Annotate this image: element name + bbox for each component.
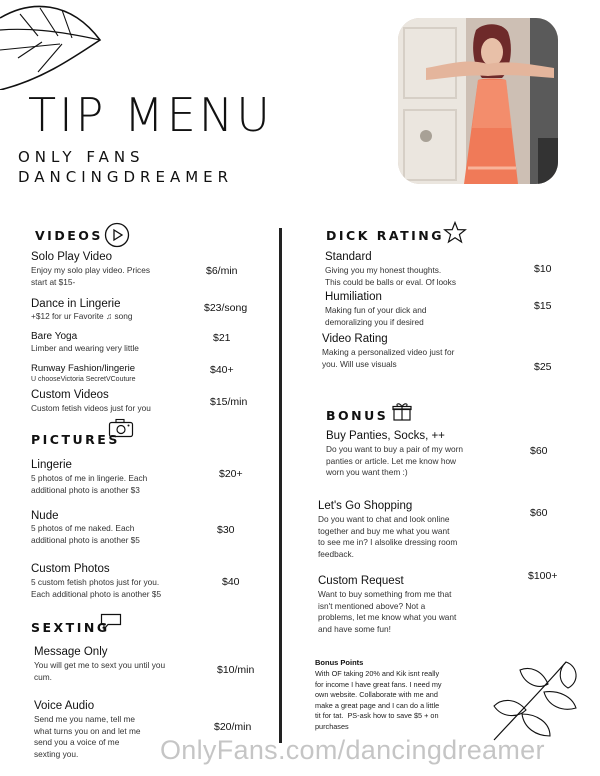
item-price: $21 (213, 332, 231, 344)
item-price: $60 (530, 445, 548, 457)
item-desc: Custom fetish videos just for you (31, 403, 151, 413)
item-desc: Making a personalized video just for you. Will use visuals (322, 347, 455, 369)
watermark: OnlyFans.com/dancingdreamer (160, 735, 545, 765)
item-desc: You will get me to sext you until you cum. (34, 660, 166, 682)
page-title: TIP MENU (28, 88, 273, 142)
chat-bubble-icon (100, 613, 122, 631)
monstera-leaf-decoration-icon (0, 0, 110, 90)
item-desc: 5 photos of me naked. Each additional photo is another $5 (31, 523, 140, 545)
item-price: $10 (534, 263, 552, 275)
play-icon (104, 222, 130, 248)
videos-section-title: VIDEOS (35, 228, 103, 243)
item-message-only: Message Only (34, 646, 108, 658)
item-desc: Giving you my honest thoughts. This could be balls or eval. Of looks (325, 265, 456, 287)
item-dance-in-lingerie: Dance in Lingerie (31, 298, 121, 310)
item-desc: U chooseVictoria SecretVCouture (31, 376, 136, 383)
item-price: $100+ (528, 570, 558, 582)
sexting-section-title: SEXTING (31, 620, 110, 635)
item-desc: +$12 for ur Favorite ♫ song (31, 311, 133, 321)
rating-section-title: DICK RATING (326, 228, 444, 243)
item-custom-photos: Custom Photos (31, 563, 110, 575)
bonus-points-text: With OF taking 20% and Kik isnt really for income I have great fans. I need my own website. Collaborate with me and make a great page and I can do a little tit for tat. PS-ask how to save $5 + on purchases (315, 669, 442, 731)
item-price: $60 (530, 507, 548, 519)
item-price: $40+ (210, 364, 234, 376)
item-price: $20+ (219, 468, 243, 480)
item-desc: Do you want to chat and look online together and buy me what you want to see me in? I alsolike dressing room feedback. (318, 514, 458, 559)
item-desc: Enjoy my solo play video. Prices start at $15- (31, 265, 150, 287)
item-nude-photos: Nude (31, 510, 59, 522)
item-price: $6/min (206, 265, 238, 277)
gift-icon (392, 402, 412, 422)
leaf-branch-decoration-icon (486, 656, 586, 742)
item-humiliation-rating: Humiliation (325, 291, 382, 303)
pictures-section-title: PICTURES (31, 432, 120, 447)
item-solo-play-video: Solo Play Video (31, 251, 112, 263)
subtitle-line-2: DANCINGDREAMER (18, 168, 234, 186)
item-price: $15 (534, 300, 552, 312)
item-price: $25 (534, 361, 552, 373)
column-divider (279, 228, 282, 743)
bonus-points-title: Bonus Points (315, 658, 364, 667)
bonus-section-title: BONUS (326, 408, 389, 423)
item-custom-videos: Custom Videos (31, 389, 109, 401)
item-desc: Making fun of your dick and demoralizing you if desired (325, 305, 427, 327)
item-desc: Limber and wearing very little (31, 343, 139, 353)
item-desc: Want to buy something from me that isn't mentioned above? Not a problems, let me know what you want and have some fun! (318, 589, 457, 634)
item-desc: 5 custom fetish photos just for you. Each additional photo is another $5 (31, 577, 162, 599)
item-price: $30 (217, 524, 235, 536)
item-price: $23/song (204, 302, 248, 314)
item-price: $20/min (214, 721, 252, 733)
item-runway-fashion: Runway Fashion/lingerie (31, 363, 136, 374)
item-desc: Do you want to buy a pair of my worn panties or article. Let me know how worn you want them :) (326, 444, 463, 477)
item-standard-rating: Standard (325, 251, 372, 263)
subtitle-line-1: ONLY FANS (18, 148, 145, 166)
profile-photo (398, 18, 558, 184)
item-desc: 5 photos of me in lingerie. Each additional photo is another $3 (31, 473, 148, 495)
item-lingerie-photos: Lingerie (31, 459, 72, 471)
item-price: $15/min (210, 396, 248, 408)
item-buy-panties-socks: Buy Panties, Socks, ++ (326, 430, 445, 442)
camera-icon (108, 418, 134, 438)
item-video-rating: Video Rating (322, 333, 388, 345)
item-desc: Send me you name, tell me what turns you on and let me send you a voice of me sexting you. (34, 714, 141, 759)
item-price: $40 (222, 576, 240, 588)
star-icon (443, 221, 467, 244)
item-custom-request: Custom Request (318, 575, 404, 587)
item-price: $10/min (217, 664, 255, 676)
item-bare-yoga: Bare Yoga (31, 331, 78, 342)
item-lets-go-shopping: Let's Go Shopping (318, 500, 413, 512)
item-voice-audio: Voice Audio (34, 700, 95, 712)
